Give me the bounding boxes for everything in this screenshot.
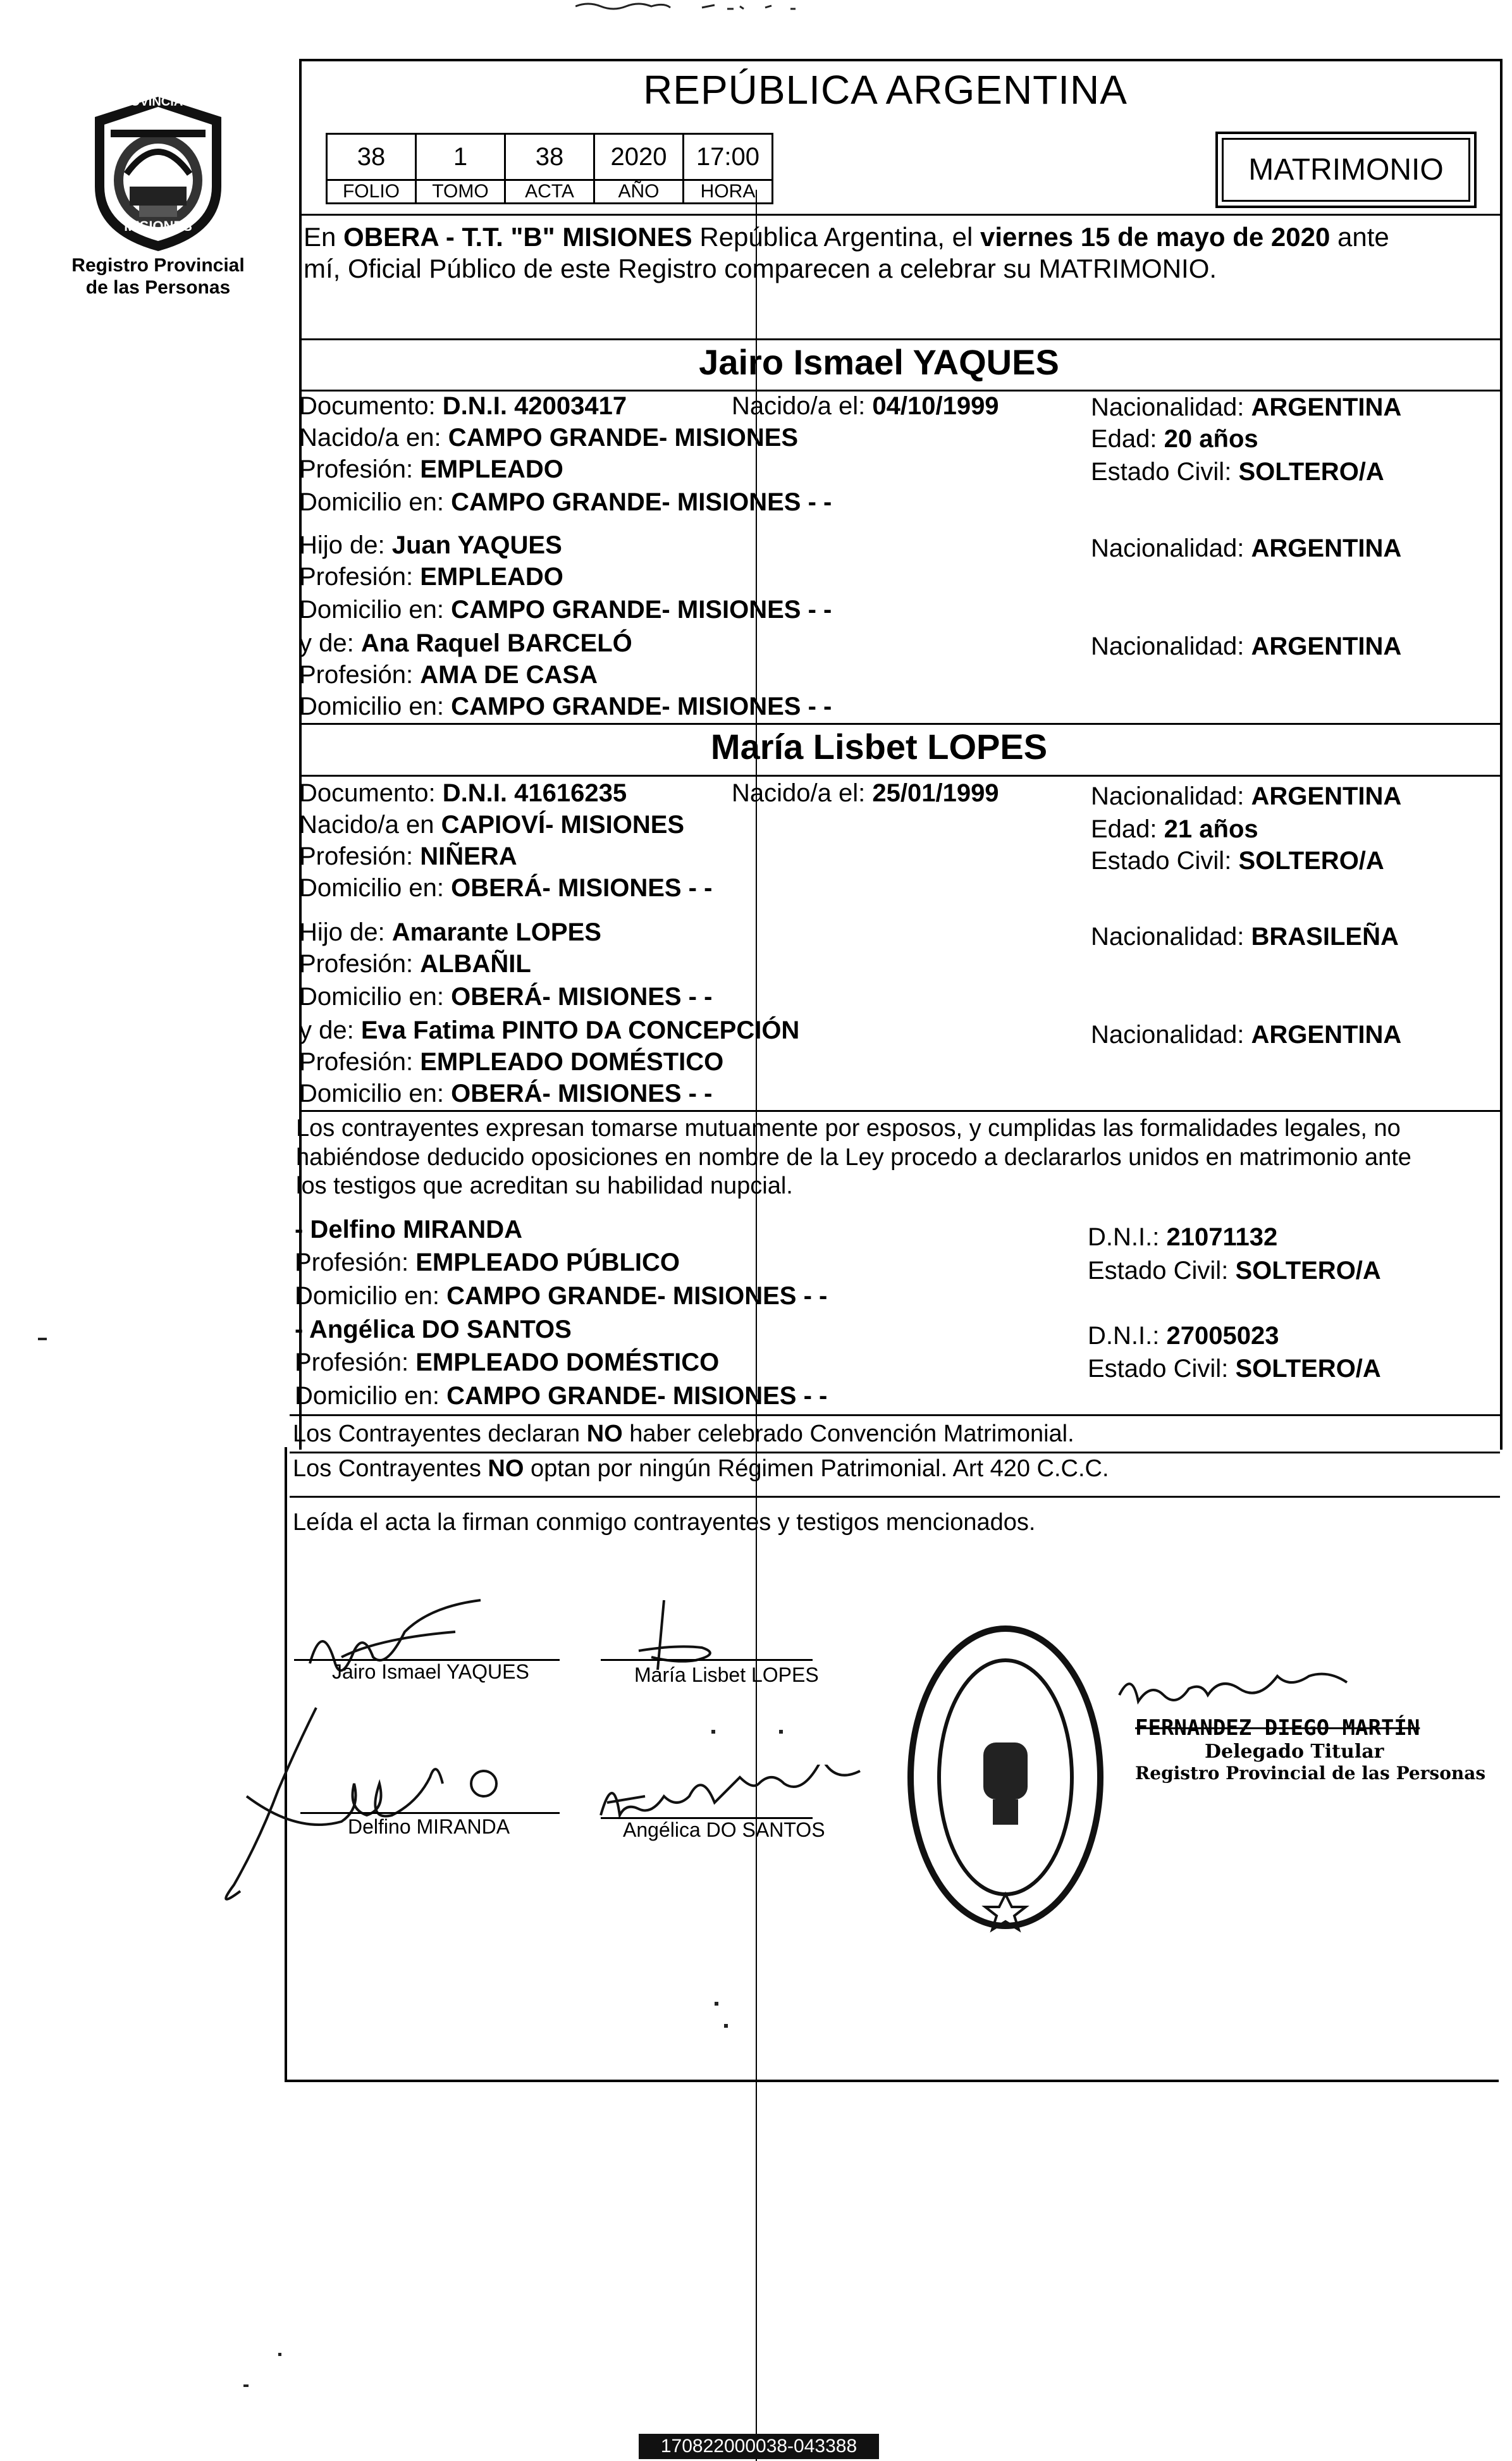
bride-edad-value: 21 años [1164,815,1258,843]
bride-nacido-en-label: Nacido/a en [299,811,434,839]
groom-madre-nac-value: ARGENTINA [1251,632,1402,660]
groom-padre-nacionalidad [1091,533,1401,564]
groom-name: Jairo Ismael YAQUES [699,342,1059,382]
bride-profesion [299,841,517,872]
acta-label: ACTA [505,180,594,204]
logo-caption [57,255,259,299]
groom-madre-domicilio [299,691,832,722]
scan-speck [38,1338,47,1340]
hora-value: 17:00 [684,134,773,180]
intro-place: OBERA - T.T. "B" MISIONES [343,222,692,252]
bride-section-divider [299,1110,1500,1112]
groom-domicilio [299,487,832,517]
declaration-line2: habiéndose deducido oposiciones en nombre de la Ley procedo a declararlos unidos en matrimonio ante [296,1144,1411,1171]
groom-nacido-en-value: CAMPO GRANDE- MISIONES [448,424,799,452]
groom-padre-label: Hijo de: [299,531,385,559]
bride-profesion-value: NIÑERA [420,842,517,870]
bride-padre-value: Amarante LOPES [391,918,601,946]
declaration-line1: Los contrayentes expresan tomarse mutuamente por esposos, y cumplidas las formalidades legales, no [296,1115,1401,1142]
witnesses-divider [290,1414,1500,1416]
intro-divider [299,338,1500,340]
bride-madre-nac-value: ARGENTINA [1251,1021,1402,1049]
bride-edad [1091,814,1258,844]
logo-caption-line2: de las Personas [85,276,231,298]
record-header-table [326,133,773,204]
groom-section-divider [299,723,1500,725]
folio-value: 38 [327,134,416,180]
witness2-prof-value: EMPLEADO DOMÉSTICO [415,1348,720,1376]
witness2-dni [1088,1321,1279,1351]
groom-madre-dom-value: CAMPO GRANDE- MISIONES - - [451,693,832,720]
groom-documento [299,391,627,421]
convencion-c: haber celebrado Convención Matrimonial. [622,1421,1074,1447]
witness1-profesion [295,1247,680,1278]
anio-value: 2020 [594,134,684,180]
convencion-statement [293,1420,1074,1449]
groom-madre-nacionalidad [1091,631,1401,662]
witness1-name: - Delfino MIRANDA [295,1216,522,1243]
groom-profesion-value: EMPLEADO [420,455,563,483]
seal-text-bottom: MISIONES [124,218,192,234]
official-org: Registro Provincial de las Personas [1135,1763,1486,1784]
bride-padre-nac-value: BRASILEÑA [1251,923,1399,951]
groom-nacionalidad [1091,392,1401,423]
bride-madre-domicilio [299,1078,712,1109]
tomo-label: TOMO [416,180,505,204]
bride-madre-prof-value: EMPLEADO DOMÉSTICO [420,1048,724,1076]
bride-documento-value: D.N.I. 41616235 [442,779,627,807]
leida-statement: Leída el acta la firman conmigo contrayentes y testigos mencionados. [293,1509,1036,1536]
groom-madre-profesion [299,660,598,690]
scan-speck [779,1730,783,1734]
groom-madre-nac-label: Nacionalidad: [1091,632,1245,660]
groom-madre [299,628,632,658]
witness1-dni [1088,1222,1277,1252]
bride-nacido-en-value: CAPIOVÍ- MISIONES [441,811,685,839]
witness1-dni-value: 21071132 [1166,1223,1278,1251]
declaration [296,1114,1497,1201]
witness2-dom-value: CAMPO GRANDE- MISIONES - - [446,1382,828,1410]
seal-text-top: PROVINCIA DE [113,95,204,109]
logo-caption-line1: Registro Provincial [71,255,245,276]
bride-padre-prof-value: ALBAÑIL [420,950,531,978]
groom-padre-nac-label: Nacionalidad: [1091,534,1245,562]
witness1-signature-name: Delfino MIRANDA [348,1815,510,1838]
scan-speck [715,2002,718,2006]
groom-padre [299,530,562,560]
delegacion-round-stamp-icon [898,1616,1113,1939]
bride-padre-prof-label: Profesión: [299,950,414,978]
groom-domicilio-label: Domicilio en: [299,488,444,516]
witness2-profesion [295,1347,719,1378]
official-signature-scribble [1113,1657,1404,1714]
regimen-a: Los Contrayentes [293,1455,488,1482]
scan-speck [711,1730,715,1734]
intro-line2: mí, Oficial Público de este Registro comparecen a celebrar su MATRIMONIO. [304,254,1217,284]
bride-padre [299,917,601,947]
stamp-text: DELEGACIÓN DEL REGISTRO PROVINCIAL DE LAS PERSONAS OBERÁ SECC. 2da. [873,1945,1151,1971]
groom-madre-dom-label: Domicilio en: [299,693,444,720]
scan-speck [243,2384,249,2387]
official-block [1135,1715,1489,1784]
document-barcode-id: 170822000038-043388 [639,2434,879,2459]
acta-value: 38 [505,134,594,180]
hora-label: HORA [684,180,773,204]
bride-padre-dom-label: Domicilio en: [299,983,444,1011]
bride-domicilio-label: Domicilio en: [299,874,444,902]
bride-padre-dom-value: OBERÁ- MISIONES - - [451,983,713,1011]
bride-madre-profesion [299,1047,723,1077]
bride-domicilio [299,873,712,903]
groom-edad-label: Edad: [1091,425,1157,453]
bride-nacido-en [299,810,684,840]
groom-padre-value: Juan YAQUES [391,531,562,559]
record-type-box: MATRIMONIO [1215,132,1477,208]
bride-madre-prof-label: Profesión: [299,1048,414,1076]
intro-c: ante [1330,222,1389,252]
bride-madre-nac-label: Nacionalidad: [1091,1021,1245,1049]
intro-date: viernes 15 de mayo de 2020 [980,222,1331,252]
witness1-dom-value: CAMPO GRANDE- MISIONES - - [446,1282,828,1310]
groom-padre-domicilio [299,595,832,625]
witness2-estado-label: Estado Civil: [1088,1355,1229,1383]
bride-madre-dom-value: OBERÁ- MISIONES - - [451,1080,713,1107]
groom-edad [1091,424,1258,454]
center-guide-line [756,190,757,2461]
bride-madre-value: Eva Fatima PINTO DA CONCEPCIÓN [360,1016,800,1044]
groom-madre-prof-value: AMA DE CASA [420,661,598,689]
witness1-dom-label: Domicilio en: [295,1282,439,1310]
bride-madre-dom-label: Domicilio en: [299,1080,444,1107]
scan-speck [278,2353,281,2356]
anio-label: AÑO [594,180,684,204]
witness1-domicilio [295,1281,827,1311]
official-name: FERNANDEZ DIEGO MARTÍN [1135,1715,1420,1741]
bride-name-divider [299,775,1500,777]
groom-padre-dom-label: Domicilio en: [299,596,444,624]
bride-domicilio-value: OBERÁ- MISIONES - - [451,874,713,902]
official-role: Delegado Titular [1205,1741,1384,1763]
witness2-dni-value: 27005023 [1166,1322,1279,1350]
witness2-domicilio [295,1381,827,1411]
regimen-divider [290,1496,1500,1498]
page-title: REPÚBLICA ARGENTINA [643,67,1128,113]
bride-madre-nacionalidad [1091,1020,1401,1050]
intro-paragraph [304,221,1492,285]
witness1-signature-line [300,1812,560,1814]
bride-profesion-label: Profesión: [299,842,414,870]
intro-a: En [304,222,344,252]
header-divider [299,214,1500,216]
groom-padre-prof-label: Profesión: [299,563,414,591]
regimen-no: NO [488,1455,524,1482]
groom-profesion-label: Profesión: [299,455,414,483]
scan-speck [724,2024,728,2028]
bride-padre-label: Hijo de: [299,918,385,946]
bride-edad-label: Edad: [1091,815,1157,843]
bride-nacido-el-label: Nacido/a el: [732,779,866,807]
declaration-line3: los testigos que acreditan su habilidad nupcial. [296,1173,793,1200]
groom-padre-prof-value: EMPLEADO [420,563,563,591]
convencion-divider [290,1452,1500,1453]
bride-nacionalidad-label: Nacionalidad: [1091,782,1245,810]
witness2-estado [1088,1354,1381,1384]
groom-signature-name: Jairo Ismael YAQUES [332,1660,529,1683]
witness2-estado-value: SOLTERO/A [1235,1355,1381,1383]
bride-nacionalidad-value: ARGENTINA [1251,782,1402,810]
bride-padre-profesion [299,949,531,979]
bride-padre-domicilio [299,982,712,1012]
groom-estado [1091,457,1384,487]
groom-profesion [299,454,563,484]
bride-signature-name: María Lisbet LOPES [634,1663,819,1686]
bride-madre [299,1015,799,1045]
groom-madre-label: y de: [299,629,354,657]
witness2-signature-name: Angélica DO SANTOS [623,1818,825,1841]
bride-estado-value: SOLTERO/A [1238,847,1384,875]
groom-domicilio-value: CAMPO GRANDE- MISIONES - - [451,488,832,516]
witness2-dni-label: D.N.I.: [1088,1322,1160,1350]
bride-documento-label: Documento: [299,779,436,807]
bride-padre-nac-label: Nacionalidad: [1091,923,1245,951]
groom-padre-dom-value: CAMPO GRANDE- MISIONES - - [451,596,832,624]
groom-nacido-el [732,391,999,421]
groom-nacionalidad-label: Nacionalidad: [1091,393,1245,421]
groom-estado-value: SOLTERO/A [1238,458,1384,486]
groom-madre-prof-label: Profesión: [299,661,414,689]
groom-nacido-el-label: Nacido/a el: [732,392,866,420]
bride-estado-label: Estado Civil: [1091,847,1232,875]
intro-b: República Argentina, el [692,222,980,252]
bride-name: María Lisbet LOPES [710,727,1048,767]
groom-padre-nac-value: ARGENTINA [1251,534,1402,562]
convencion-a: Los Contrayentes declaran [293,1421,587,1447]
witness2-name: - Angélica DO SANTOS [295,1316,572,1343]
witness1-dni-label: D.N.I.: [1088,1223,1160,1251]
bride-signature-line [601,1659,813,1661]
bride-madre-label: y de: [299,1016,354,1044]
bride-padre-nacionalidad [1091,922,1399,952]
bride-estado [1091,846,1384,876]
groom-estado-label: Estado Civil: [1091,458,1232,486]
witness1-estado-value: SOLTERO/A [1235,1257,1381,1285]
witness2-dom-label: Domicilio en: [295,1382,439,1410]
witness1-prof-value: EMPLEADO PÚBLICO [415,1249,680,1276]
tomo-value: 1 [416,134,505,180]
regimen-c: optan por ningún Régimen Patrimonial. Art 420 C.C.C. [524,1455,1109,1482]
top-scribble [575,0,860,14]
groom-documento-value: D.N.I. 42003417 [442,392,627,420]
bride-documento [299,778,627,808]
groom-nacido-en-label: Nacido/a en: [299,424,441,452]
groom-edad-value: 20 años [1164,425,1258,453]
bride-nacido-el [732,778,999,808]
folio-label: FOLIO [327,180,416,204]
convencion-no: NO [586,1421,623,1447]
bride-nacido-el-value: 25/01/1999 [872,779,999,807]
groom-nacido-en [299,423,798,453]
groom-nacido-el-value: 04/10/1999 [872,392,999,420]
groom-padre-profesion [299,562,563,592]
frame-bottom-edge [285,2080,1499,2082]
bride-nacionalidad [1091,781,1401,811]
witness1-estado [1088,1255,1381,1286]
groom-nacionalidad-value: ARGENTINA [1251,393,1402,421]
groom-documento-label: Documento: [299,392,436,420]
witness1-estado-label: Estado Civil: [1088,1257,1229,1285]
regimen-statement [293,1455,1109,1484]
witness2-prof-label: Profesión: [295,1348,409,1376]
groom-madre-value: Ana Raquel BARCELÓ [360,629,632,657]
witness1-prof-label: Profesión: [295,1249,409,1276]
